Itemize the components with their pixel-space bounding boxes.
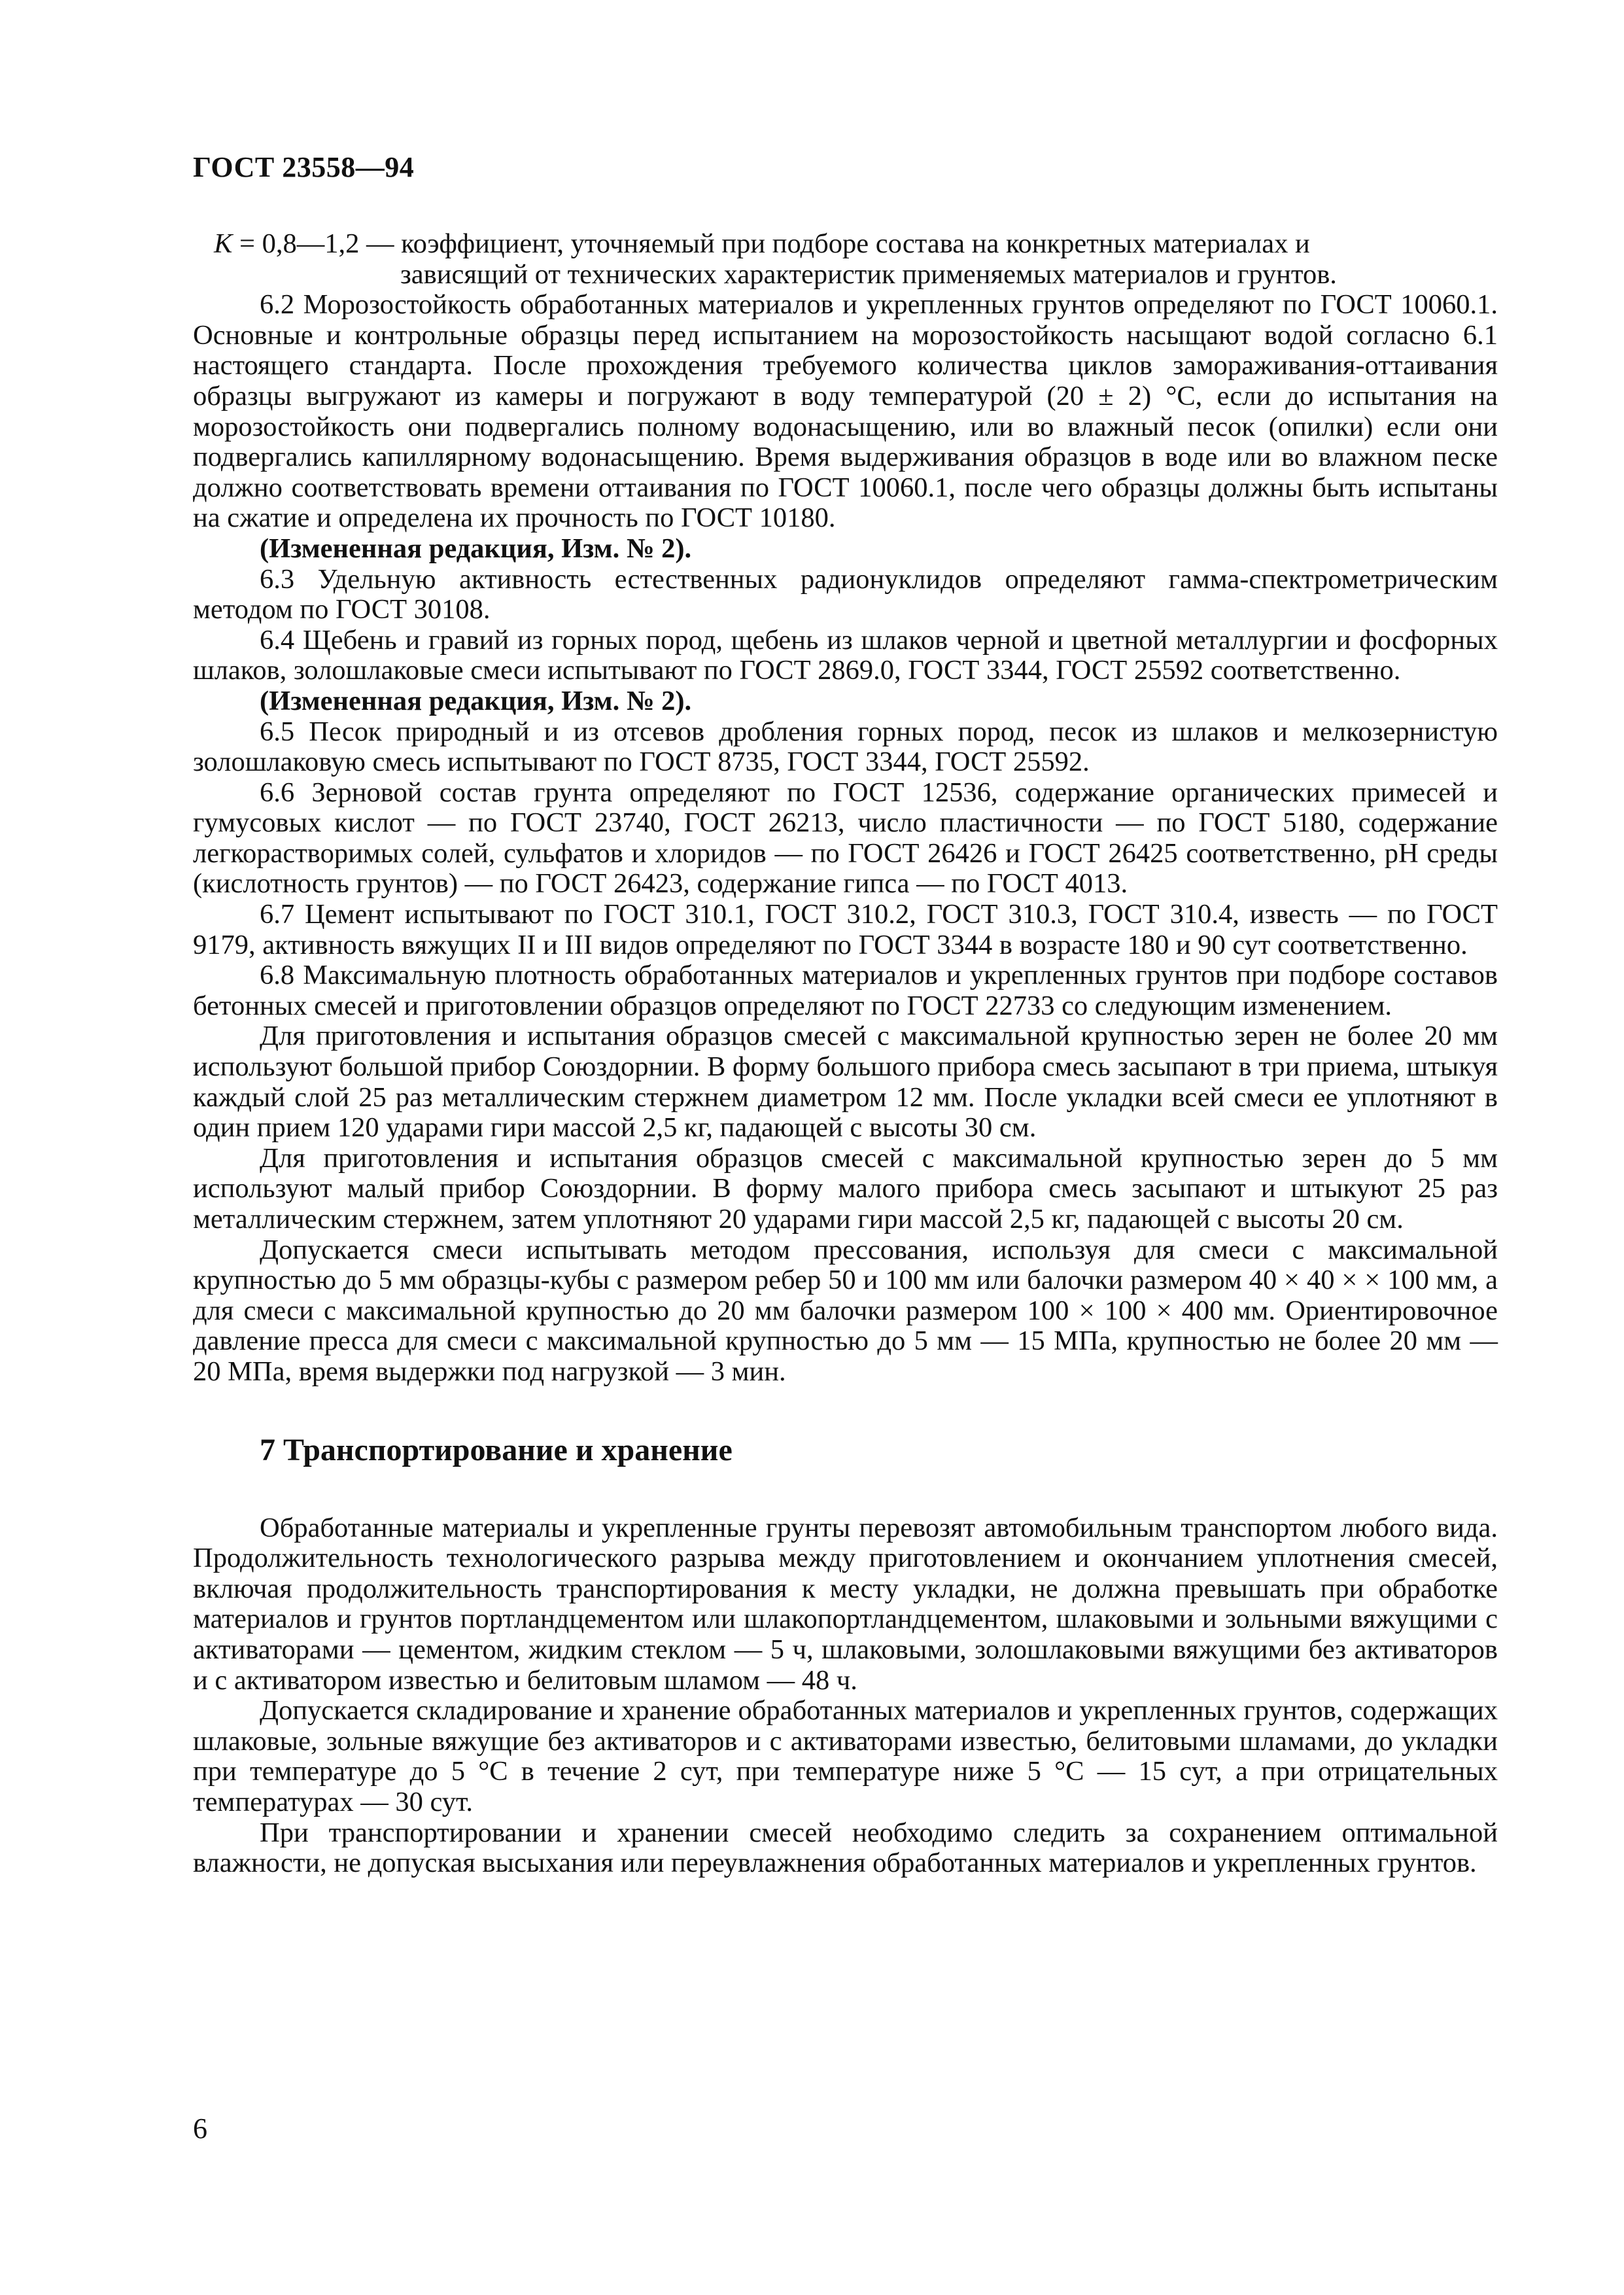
section-7-paragraph-3: При транспортировании и хранении смесей необходимо следить за сохранением оптимальной влажности, не допуская высыхания или переувлажнения обработанных материалов и укрепленных грунтов. xyxy=(193,1817,1498,1879)
paragraph-6-6: 6.6 Зерновой состав грунта определяют по ГОСТ 12536, содержание органических примесей и гумусовых кислот — по ГОСТ 23740, ГОСТ 26213, число пластичности — по ГОСТ 5180, содержание легкорастворимых солей, сульфатов и хлоридов — по ГОСТ 26426 и ГОСТ 26425 соответственно, рН среды (кислотность грунтов) — по ГОСТ 26423, содержание гипса — по ГОСТ 4013. xyxy=(193,777,1498,900)
paragraph-6-4: 6.4 Щебень и гравий из горных пород, щебень из шлаков черной и цветной металлургии и фосфорных шлаков, золошлаковые смеси испытывают по ГОСТ 2869.0, ГОСТ 3344, ГОСТ 25592 соответственно. xyxy=(193,624,1498,686)
page-body xyxy=(193,229,1498,1879)
amendment-note-2: (Измененная редакция, Изм. № 2). xyxy=(260,685,692,716)
paragraph-6-8-large-device: Для приготовления и испытания образцов смесей с максимальной крупностью зерен не более 20 мм используют большой прибор Союздорнии. В форму большого прибора смесь засыпают в три приема, штыкуя каждый слой 25 раз металлическим стержнем диаметром 12 мм. После укладки всей смеси ее уплотняют в один прием 120 ударами гири массой 2,5 кг, падающей с высоты 30 см. xyxy=(193,1021,1498,1144)
k-coefficient-line-1 xyxy=(193,229,1498,260)
paragraph-6-3: 6.3 Удельную активность естественных радионуклидов определяют гамма-спектрометрическим методом по ГОСТ 30108. xyxy=(193,563,1498,625)
paragraph-6-8: 6.8 Максимальную плотность обработанных материалов и укрепленных грунтов при подборе составов бетонных смесей и приготовлении образцов определяют по ГОСТ 22733 со следующим изменением. xyxy=(193,960,1498,1021)
k-coefficient-text: = 0,8—1,2 — коэффициент, уточняемый при подборе состава на конкретных материалах и xyxy=(232,228,1310,259)
k-variable: K xyxy=(214,228,233,259)
section-7-paragraph-1: Обработанные материалы и укрепленные грунты перевозят автомобильным транспортом любого вида. Продолжительность технологического разрыва между приготовлением и окончанием уплотнения смесей, включая продолжительность транспортирования к месту укладки, не должна превышать при обработке материалов и грунтов портландцементом или шлакопортландцементом, шлаковыми и зольными вяжущими с активаторами — цементом, жидким стеклом — 5 ч, шлаковыми, золошлаковыми вяжущими без активаторов и с активатором известью и белитовым шламом — 48 ч. xyxy=(193,1512,1498,1696)
section-7-paragraph-2: Допускается складирование и хранение обработанных материалов и укрепленных грунтов, содержащих шлаковые, зольные вяжущие без активаторов и с активаторами известью, белитовыми шламами, до укладки при температуре до 5 °С в течение 2 сут, при температуре ниже 5 °С — 15 сут, а при отрицательных температурах — 30 сут. xyxy=(193,1695,1498,1817)
section-7-heading: 7 Транспортирование и хранение xyxy=(260,1432,733,1467)
paragraph-6-7: 6.7 Цемент испытывают по ГОСТ 310.1, ГОСТ 310.2, ГОСТ 310.3, ГОСТ 310.4, известь — по ГОСТ 9179, активность вяжущих II и III видов определяют по ГОСТ 3344 в возрасте 180 и 90 сут соответственно. xyxy=(193,899,1498,960)
paragraph-6-8-pressing: Допускается смеси испытывать методом прессования, используя для смеси с максимальной крупностью до 5 мм образцы-кубы с размером ребер 50 и 100 мм или балочки размером 40 × 40 × × 100 мм, а для смеси с максимальной крупностью до 20 мм балочки размером 100 × 100 × 400 мм. Ориентировочное давление пресса для смеси с максимальной крупностью до 5 мм — 15 МПа, крупностью не более 20 мм — 20 МПа, время выдержки под нагрузкой — 3 мин. xyxy=(193,1234,1498,1387)
k-coefficient-line-2: зависящий от технических характеристик применяемых материалов и грунтов. xyxy=(400,258,1337,290)
paragraph-6-5: 6.5 Песок природный и из отсевов дробления горных пород, песок из шлаков и мелкозернистую золошлаковую смесь испытывают по ГОСТ 8735, ГОСТ 3344, ГОСТ 25592. xyxy=(193,716,1498,778)
page-header-doc-id: ГОСТ 23558—94 xyxy=(193,151,415,183)
paragraph-6-2: 6.2 Морозостойкость обработанных материалов и укрепленных грунтов определяют по ГОСТ 10060.1. Основные и контрольные образцы перед испытанием на морозостойкость насыщают водой согласно 6.1 настоящего стандарта. После прохождения требуемого количества циклов замораживания-оттаивания образцы выгружают из камеры и погружают в воду температурой (20 ± 2) °С, если до испытания на морозостойкость они подвергались полному водонасыщению, или во влажный песок (опилки) если они подвергались капиллярному водонасыщению. Время выдерживания образцов в воде или во влажном песке должно соответствовать времени оттаивания по ГОСТ 10060.1, после чего образцы должны быть испытаны на сжатие и определена их прочность по ГОСТ 10180. xyxy=(193,289,1498,534)
amendment-note-1: (Измененная редакция, Изм. № 2). xyxy=(260,533,692,564)
paragraph-6-8-small-device: Для приготовления и испытания образцов смесей с максимальной крупностью зерен до 5 мм используют малый прибор Союздорнии. В форму малого прибора смесь засыпают и штыкуют 25 раз металлическим стержнем, затем уплотняют 20 ударами гири массой 2,5 кг, падающей с высоты 20 см. xyxy=(193,1142,1498,1235)
page-number: 6 xyxy=(193,2112,207,2145)
